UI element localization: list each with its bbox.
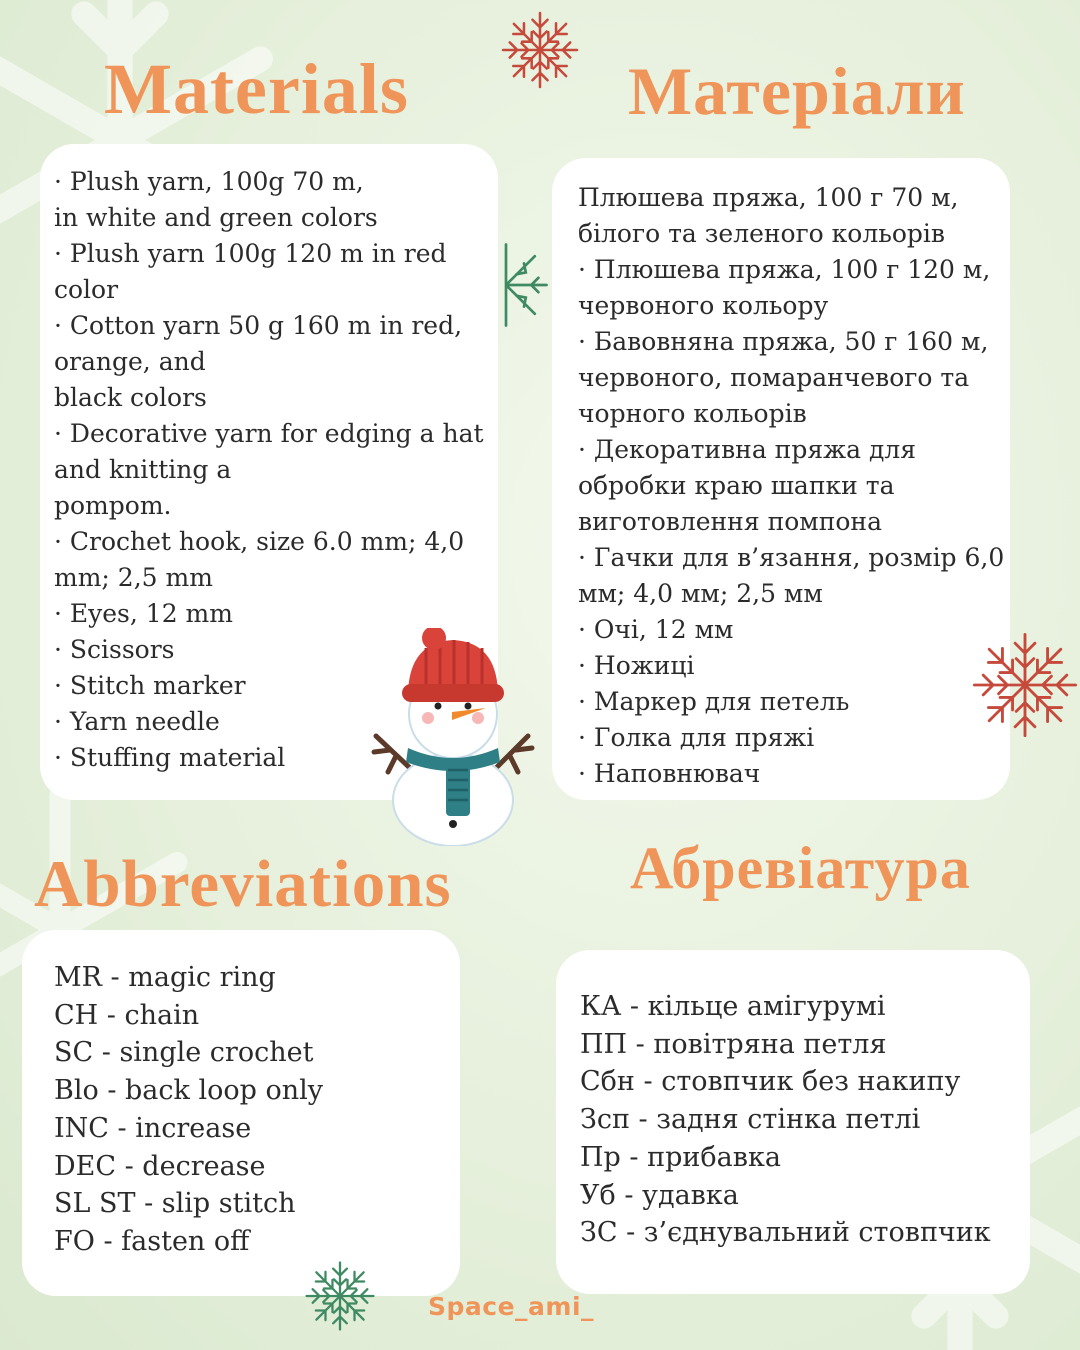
- list-item: · Ножиці: [578, 651, 695, 680]
- abbreviations-heading: Abbreviations: [34, 847, 452, 921]
- list-item: · Плюшева пряжа, 100 г 120 м, червоного кольору: [578, 255, 991, 320]
- list-item: · Yarn needle: [54, 707, 220, 736]
- abbreviations-card: [22, 930, 460, 1296]
- materials-heading-uk: Матеріали: [628, 53, 966, 129]
- list-item: · Маркер для петель: [578, 687, 850, 716]
- list-item: Уб - удавка: [580, 1179, 739, 1211]
- snowflake-icon: [970, 630, 1080, 740]
- list-item: · Cotton yarn 50 g 160 m in red, orange, and black colors: [54, 311, 463, 412]
- list-item: Blo - back loop only: [54, 1075, 324, 1107]
- list-item: · Декоративна пряжа для обробки краю шапки та виготовлення помпона: [578, 435, 917, 536]
- list-item: CH - chain: [54, 999, 200, 1031]
- list-item: ПП - повітряна петля: [580, 1028, 887, 1060]
- list-item: · Гачки для в’язання, розмір 6,0 мм; 4,0 мм; 2,5 мм: [578, 543, 1005, 608]
- list-item: · Наповнювач: [578, 759, 761, 788]
- list-item: · Stitch marker: [54, 671, 246, 700]
- list-item: ЗС - з’єднувальний стовпчик: [580, 1217, 991, 1249]
- materials-card-uk: [552, 158, 1010, 800]
- snowflake-icon: [496, 240, 552, 330]
- list-item: · Plush yarn, 100g 70 m, in white and green colors: [54, 167, 378, 232]
- list-item: · Очі, 12 мм: [578, 615, 734, 644]
- list-item: · Бавовняна пряжа, 50 г 160 м, червоного, помаранчевого та чорного кольорів: [578, 327, 989, 428]
- abbreviations-list-uk: [580, 988, 991, 1252]
- list-item: FO - fasten off: [54, 1225, 250, 1257]
- list-item: Плюшева пряжа, 100 г 70 м, білого та зеленого кольорів: [578, 183, 959, 248]
- list-item: · Plush yarn 100g 120 m in red color: [54, 239, 447, 304]
- list-item: · Голка для пряжі: [578, 723, 815, 752]
- list-item: SL ST - slip stitch: [54, 1188, 296, 1220]
- list-item: · Eyes, 12 mm: [54, 599, 233, 628]
- list-item: SC - single crochet: [54, 1037, 314, 1069]
- brand-signature: Space_ami_: [428, 1292, 595, 1321]
- list-item: DEC - decrease: [54, 1150, 266, 1182]
- snowflake-icon: [302, 1258, 378, 1334]
- list-item: MR - magic ring: [54, 962, 276, 993]
- list-item: Сбн - стовпчик без накипу: [580, 1066, 961, 1098]
- list-item: · Stuffing material: [54, 743, 286, 772]
- list-item: · Decorative yarn for edging a hat and knitting a pompom.: [54, 419, 484, 520]
- list-item: · Crochet hook, size 6.0 mm; 4,0 mm; 2,5 mm: [54, 527, 465, 592]
- list-item: КА - кільце амігурумі: [580, 991, 886, 1022]
- list-item: Зсп - задня стінка петлі: [580, 1104, 921, 1136]
- abbreviations-heading-uk: Абревіатура: [630, 835, 971, 901]
- list-item: · Scissors: [54, 635, 175, 664]
- list-item: Пр - прибавка: [580, 1141, 781, 1173]
- snowflake-icon: [498, 8, 582, 92]
- materials-list-uk: [578, 180, 1006, 792]
- abbreviations-card-uk: [556, 950, 1030, 1294]
- list-item: INC - increase: [54, 1112, 252, 1144]
- abbreviations-list: [54, 959, 323, 1261]
- materials-heading: Materials: [104, 49, 409, 129]
- snowman-illustration: [368, 628, 538, 846]
